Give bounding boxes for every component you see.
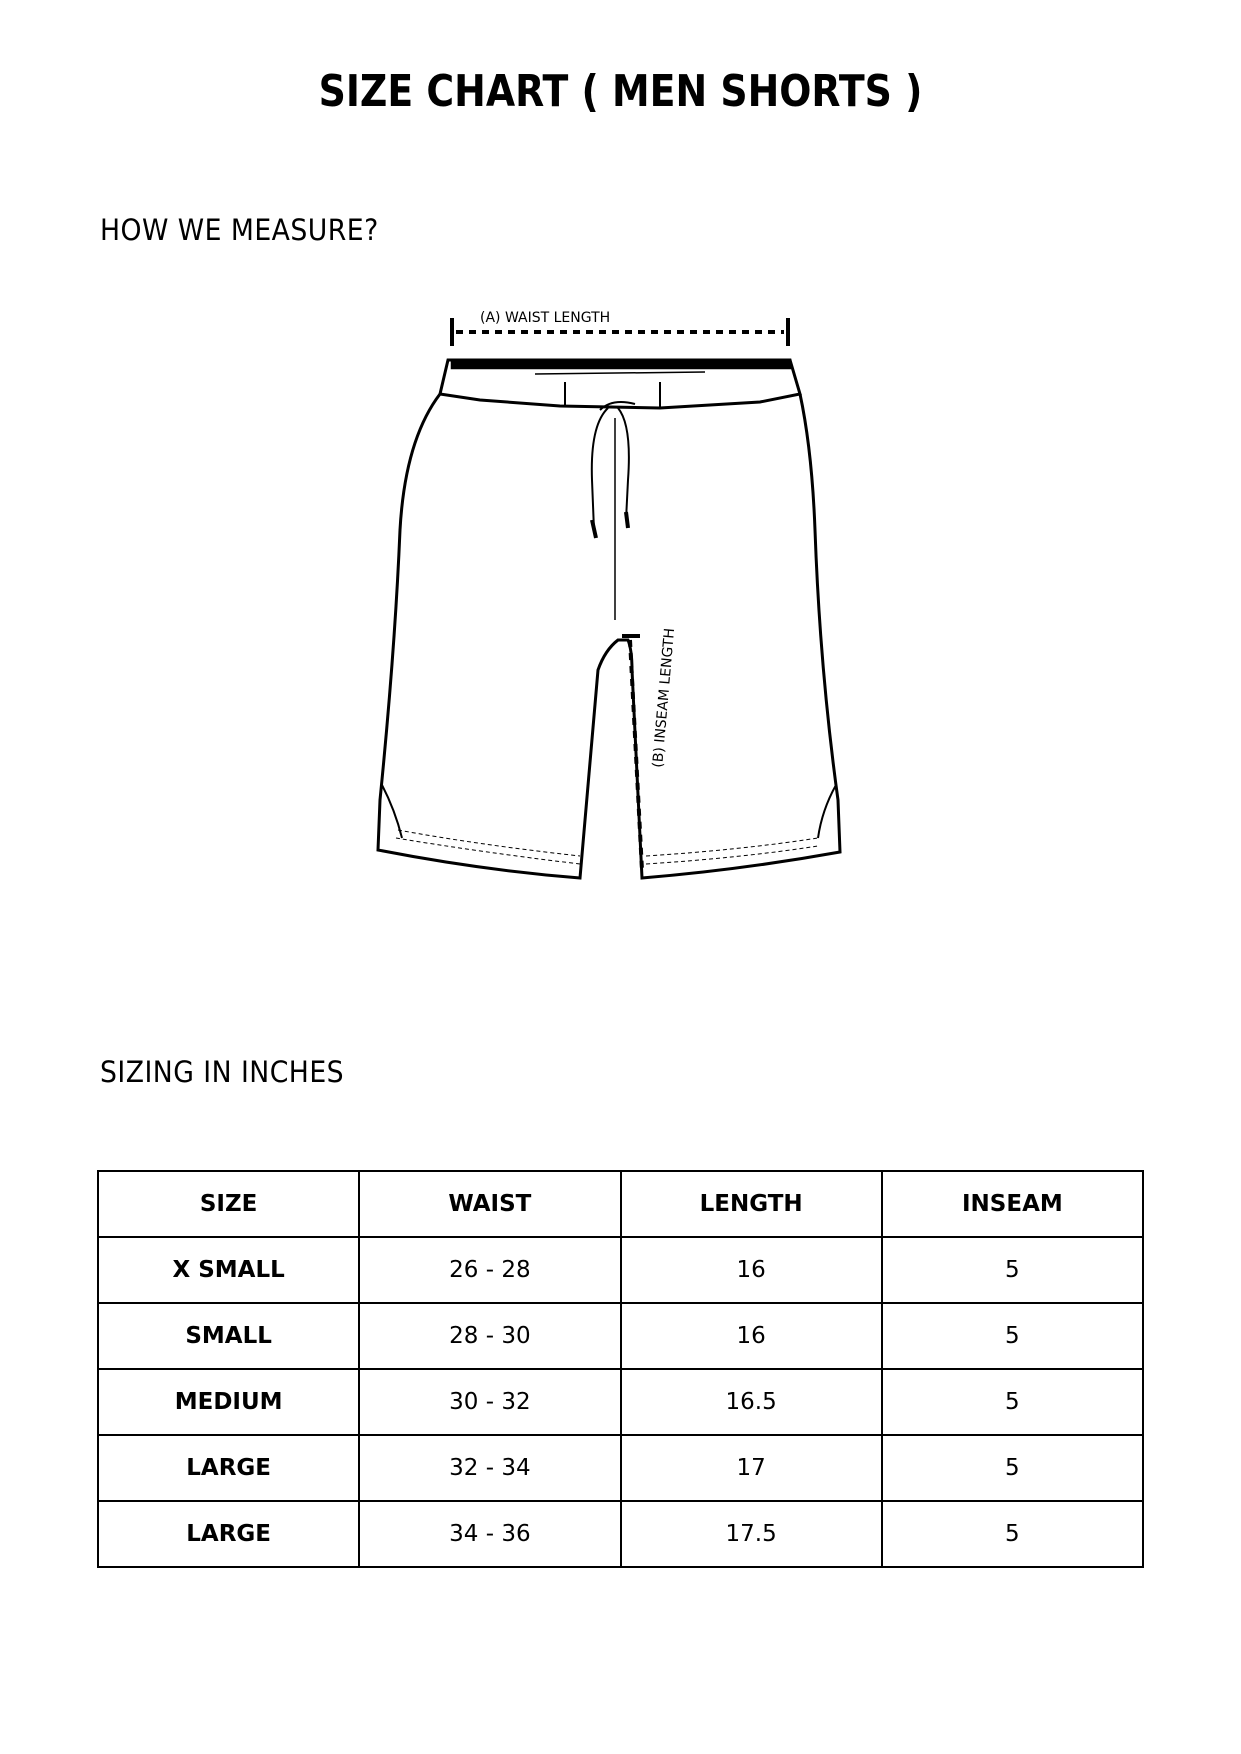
header-inseam: INSEAM bbox=[882, 1171, 1143, 1237]
sizing-in-inches-heading: SIZING IN INCHES bbox=[100, 1055, 345, 1089]
size-cell: LARGE bbox=[98, 1435, 359, 1501]
inseam-cell: 5 bbox=[882, 1501, 1143, 1567]
inseam-cell: 5 bbox=[882, 1303, 1143, 1369]
inseam-measure-line bbox=[622, 636, 642, 870]
length-cell: 16.5 bbox=[621, 1369, 882, 1435]
waist-cell: 30 - 32 bbox=[359, 1369, 620, 1435]
header-length: LENGTH bbox=[621, 1171, 882, 1237]
page-title: SIZE CHART ( MEN SHORTS ) bbox=[318, 66, 923, 117]
inseam-length-label: (B) INSEAM LENGTH bbox=[650, 627, 679, 769]
inseam-cell: 5 bbox=[882, 1237, 1143, 1303]
waist-cell: 28 - 30 bbox=[359, 1303, 620, 1369]
side-slits bbox=[382, 785, 836, 838]
size-cell: LARGE bbox=[98, 1501, 359, 1567]
how-we-measure-heading: HOW WE MEASURE? bbox=[100, 213, 379, 247]
size-cell: MEDIUM bbox=[98, 1369, 359, 1435]
length-cell: 16 bbox=[621, 1237, 882, 1303]
table-row bbox=[98, 1369, 1143, 1435]
waist-cell: 32 - 34 bbox=[359, 1435, 620, 1501]
hem-stitching bbox=[396, 830, 818, 864]
size-table bbox=[97, 1170, 1144, 1568]
length-cell: 17 bbox=[621, 1435, 882, 1501]
waist-cell: 34 - 36 bbox=[359, 1501, 620, 1567]
shorts-illustration bbox=[360, 290, 880, 910]
length-cell: 16 bbox=[621, 1303, 882, 1369]
size-cell: X SMALL bbox=[98, 1237, 359, 1303]
drawstring bbox=[592, 402, 635, 538]
table-row bbox=[98, 1501, 1143, 1567]
inseam-cell: 5 bbox=[882, 1369, 1143, 1435]
waistband bbox=[440, 360, 800, 408]
inseam-cell: 5 bbox=[882, 1435, 1143, 1501]
header-size: SIZE bbox=[98, 1171, 359, 1237]
table-header-row bbox=[98, 1171, 1143, 1237]
shorts-body bbox=[378, 394, 840, 878]
table-row bbox=[98, 1303, 1143, 1369]
waist-length-label: (A) WAIST LENGTH bbox=[480, 310, 611, 326]
length-cell: 17.5 bbox=[621, 1501, 882, 1567]
table-row bbox=[98, 1237, 1143, 1303]
table-row bbox=[98, 1435, 1143, 1501]
header-waist: WAIST bbox=[359, 1171, 620, 1237]
waist-cell: 26 - 28 bbox=[359, 1237, 620, 1303]
size-cell: SMALL bbox=[98, 1303, 359, 1369]
